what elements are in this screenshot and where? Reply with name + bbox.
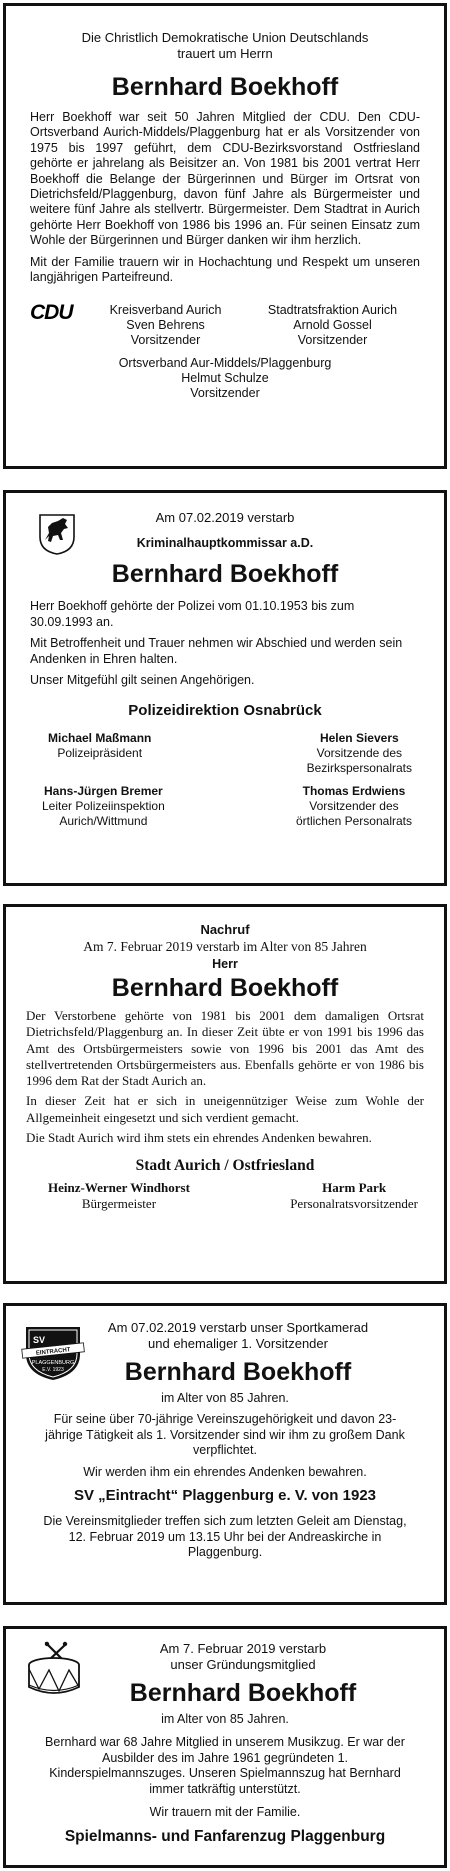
sv-date-line2: und ehemaliger 1. Vorsitzender [148,1336,328,1351]
aurich-paragraph-3: Die Stadt Aurich wird ihm stets ein ehrendes Andenken bewahren. [26,1130,372,1146]
svg-text:SV: SV [33,1335,46,1345]
aurich-organisation: Stadt Aurich / Ostfriesland [135,1157,315,1175]
signature-org: Ortsverband Aur-Middels/Plaggenburg [118,356,332,371]
aurich-deceased-name: Bernhard Boekhoff [111,974,339,1002]
signature-role: Leiter Polizeiinspektion [42,798,165,813]
polizei-deceased-name: Bernhard Boekhoff [111,560,339,588]
signature-role: Polizeipräsident [57,745,143,760]
aurich-signature-windhorst [48,1180,190,1212]
signature-name: Heinz-Werner Windhorst [48,1180,190,1196]
aurich-signature-park [290,1180,418,1212]
signature-role: Vorsitzender [130,333,201,348]
svg-text:E.V. 1923: E.V. 1923 [42,1367,64,1373]
signature-role: Personalratsvorsitzender [290,1196,418,1212]
notice-sv-eintracht [3,1303,447,1605]
notice-stadt-aurich [3,904,447,1284]
aurich-heading: Nachruf [200,922,250,937]
cdu-signature-kreisverband [86,303,245,348]
polizei-title: Kriminalhauptkommissar a.D. [136,536,314,550]
polizei-signature-bremer [42,784,165,829]
cdu-signature-row [30,303,420,348]
polizei-signature-row-2 [30,784,420,829]
aurich-herr: Herr [212,957,238,971]
cdu-signature-stadtratsfraktion [245,303,420,348]
signature-name: Thomas Erdwiens [302,783,406,798]
signature-role: örtlichen Personalrats [295,813,412,828]
aurich-signature-row [26,1180,424,1212]
polizei-paragraph-1: Herr Boekhoff gehörte der Polizei vom 01.10.1953 bis zum 30.09.1993 an. [30,599,355,629]
signature-name: Sven Behrens [126,318,205,333]
sv-age: im Alter von 85 Jahren. [161,1391,289,1405]
notice-cdu [3,3,447,469]
aurich-paragraph-1: Der Verstorbene gehörte von 1981 bis 2001 dem damaligen Ortsrat Dietrichsfeld/Plaggenburg an. In dieser Zeit übte er von 1991 bis 1996 das Amt des Ortsbürgermeisters sowie von 1996 bis 2001 das Amt des stellvertretenden Ortsbürgermeisters aus. Ebenfalls gehörte er von 1986 bis 1996 dem Rat der Stadt Aurich an. [26,1008,424,1089]
spielmannszug-deceased-name: Bernhard Boekhoff [129,1679,357,1707]
signature-name: Arnold Gossel [293,318,372,333]
spielmannszug-date-line1: Am 7. Februar 2019 verstarb [159,1641,327,1656]
signature-name: Helen Sievers [319,730,399,745]
signature-name: Michael Maßmann [48,730,152,745]
sv-organisation: SV „Eintracht“ Plaggenburg e. V. von 1923 [73,1487,377,1504]
signature-role: Aurich/Wittmund [59,813,148,828]
signature-role: Vorsitzende des [316,745,402,760]
polizei-date: Am 07.02.2019 verstarb [155,510,295,525]
cdu-closing-text: Mit der Familie trauern wir in Hochachtung und Respekt um unseren langjährigen Parteifreund. [30,254,420,285]
sv-paragraph-3: Die Vereinsmitglieder treffen sich zum letzten Geleit am Dienstag, 12. Februar 2019 um 13.15 Uhr bei der Andreaskirche in Plaggenburg. [43,1514,407,1559]
signature-role: Vorsitzender [190,386,260,401]
sv-date-line1: Am 07.02.2019 verstarb unser Sportkamerad [107,1320,369,1335]
polizei-signature-massmann [48,731,151,776]
spielmannszug-organisation: Spielmanns- und Fanfarenzug Plaggenburg [64,1827,386,1845]
polizei-paragraph-3: Unser Mitgefühl gilt seinen Angehörigen. [30,673,255,687]
signature-role: Bürgermeister [81,1196,157,1212]
polizei-signature-sievers [307,731,412,776]
sv-deceased-name: Bernhard Boekhoff [124,1358,352,1386]
sv-paragraph-2: Wir werden ihm ein ehrendes Andenken bewahren. [83,1464,367,1479]
notice-spielmannszug [3,1626,447,1868]
cdu-signature-ortsverband [30,356,420,401]
polizei-signature-erdwiens [296,784,412,829]
cdu-body-text: Herr Boekhoff war seit 50 Jahren Mitglied der CDU. Den CDU-Ortsverband Aurich-Middels/Plaggenburg hat er als Vorsitzender von 1975 bis 1997 geführt, dem CDU-Bezirksvorstand Ostfriesland gehörte er jahrelang als Beisitzer an. Von 1981 bis 2001 vertrat Herr Boekhoff die Belange der Bürgerinnen und Bürger im Ortsrat von Dietrichsfeld/Plaggenburg, davon fünf Jahre als Bürgermeister und weitere fünf Jahre als stellvertr. Bürgermeister. Dem Stadtrat in Aurich gehörte Herr Boekhoff von 1986 bis 1996 an. Für seinen Einsatz zum Wohle der Bürgerinnen und Bürger danken wir ihm herzlich. [30,110,420,248]
signature-role: Vorsitzender des [309,798,399,813]
cdu-intro-line1: Die Christlich Demokratische Union Deutschlands [81,30,369,45]
aurich-date: Am 7. Februar 2019 verstarb im Alter von 85 Jahren [83,939,367,954]
svg-text:PLAGGENBURG: PLAGGENBURG [31,1360,75,1366]
polizei-paragraph-2: Mit Betroffenheit und Trauer nehmen wir Abschied und werden sein Andenken in Ehren halten. [30,636,403,666]
aurich-paragraph-2: In dieser Zeit hat er sich in uneigennütziger Weise zum Wohle der Allgemeinheit eingesetzt und sich verdient gemacht. [26,1093,424,1125]
spielmannszug-age: im Alter von 85 Jahren. [161,1712,289,1726]
polizei-signature-row-1 [30,731,420,776]
signature-role: Vorsitzender [297,333,368,348]
cdu-intro-line2: trauert um Herrn [177,46,273,61]
sv-paragraph-1: Für seine über 70-jährige Vereinszugehörigkeit und davon 23-jährige Tätigkeit als 1. Vorsitzender sind wir ihm zu großem Dank verpflichtet. [45,1412,405,1457]
svg-text:EINTRACHT: EINTRACHT [35,1347,71,1357]
lower-saxony-horse-icon [38,513,76,555]
signature-name: Helmut Schulze [181,371,269,386]
polizei-organisation: Polizeidirektion Osnabrück [128,701,322,719]
signature-name: Harm Park [322,1180,387,1196]
signature-name: Hans-Jürgen Bremer [44,783,163,798]
notice-polizei [3,490,447,886]
sv-eintracht-club-badge [20,1324,86,1382]
signature-role: Bezirkspersonalrats [306,760,412,775]
signature-org: Stadtratsfraktion Aurich [267,303,398,318]
spielmannszug-date-line2: unser Gründungsmitglied [170,1657,316,1672]
spielmannszug-paragraph-2: Wir trauern mit der Familie. [149,1805,301,1819]
cdu-logo: CDU [30,301,73,325]
signature-org: Kreisverband Aurich [109,303,222,318]
spielmannszug-paragraph-1: Bernhard war 68 Jahre Mitglied in unserem Musikzug. Er war der Ausbilder des im Jahre 1961 gegründeten 1. Kinderspielmannszuges. Unseren Spielmannszug hat Bernhard immer tatkräftig unterstützt. [45,1735,405,1796]
drum-icon [24,1641,82,1699]
cdu-deceased-name: Bernhard Boekhoff [111,73,339,101]
